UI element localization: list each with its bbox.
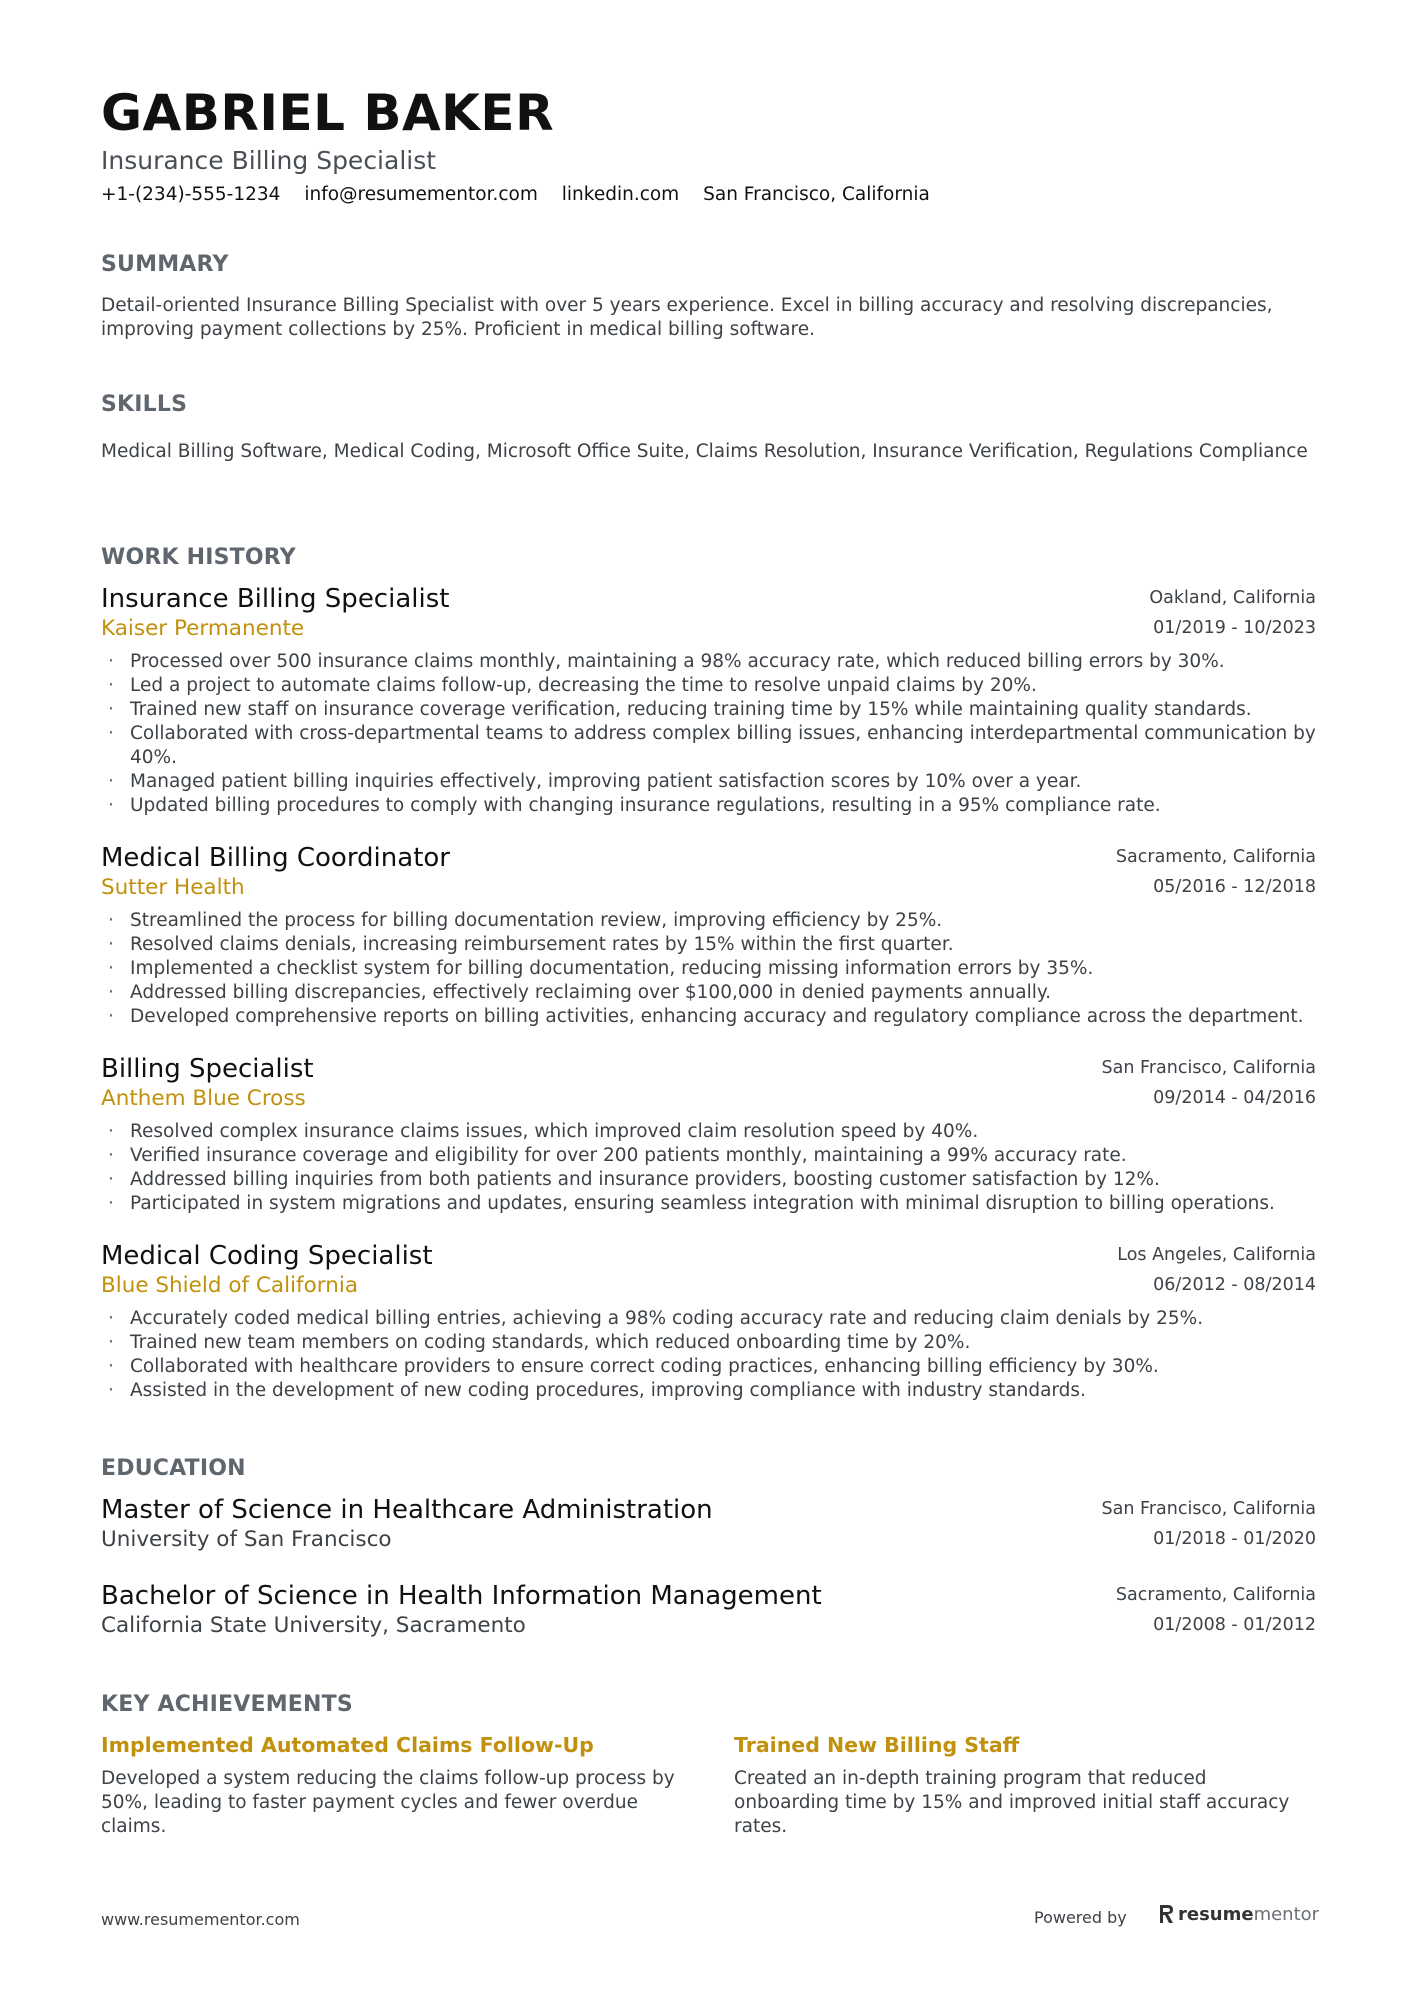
- job-bullet: · Trained new team members on coding standards, which reduced onboarding time by 20%.: [101, 1331, 1316, 1355]
- achievement-item: [101, 1733, 681, 1839]
- summary-text: Detail-oriented Insurance Billing Specialist with over 5 years experience. Excel in billing accuracy and resolving discrepancies, improving payment collections by 25%. Proficient in medical billing software.: [101, 295, 1273, 340]
- education-school: California State University, Sacramento: [101, 1613, 526, 1638]
- contact-line: [101, 184, 948, 205]
- achievement-title: Trained New Billing Staff: [734, 1733, 1020, 1757]
- education-location: San Francisco, California: [1101, 1499, 1316, 1519]
- job-title: Medical Coding Specialist: [101, 1241, 433, 1271]
- education-dates: 01/2008 - 01/2012: [1153, 1615, 1316, 1635]
- contact-location: San Francisco, California: [703, 184, 930, 205]
- job-bullets: [101, 650, 1316, 818]
- summary-heading: SUMMARY: [101, 252, 229, 277]
- job-location: Sacramento, California: [1115, 847, 1316, 867]
- candidate-title: Insurance Billing Specialist: [101, 146, 437, 175]
- footer-url[interactable]: www.resumementor.com: [101, 1910, 300, 1929]
- job-company: Kaiser Permanente: [101, 616, 305, 641]
- job-bullet: · Addressed billing discrepancies, effectively reclaiming over $100,000 in denied payments annually.: [101, 981, 1316, 1005]
- job-title: Medical Billing Coordinator: [101, 843, 450, 873]
- job-title: Billing Specialist: [101, 1054, 314, 1084]
- job-bullet: · Resolved complex insurance claims issues, which improved claim resolution speed by 40%.: [101, 1120, 1316, 1144]
- brand-name-bold: resume: [1178, 1903, 1254, 1925]
- education-school: University of San Francisco: [101, 1527, 392, 1552]
- job-bullet: · Addressed billing inquiries from both patients and insurance providers, boosting customer satisfaction by 12%.: [101, 1168, 1316, 1192]
- job-bullets: [101, 909, 1316, 1029]
- job-bullet: · Trained new staff on insurance coverage verification, reducing training time by 15% while maintaining quality standards.: [101, 698, 1316, 722]
- job-dates: 01/2019 - 10/2023: [1153, 618, 1316, 638]
- job-bullet: · Accurately coded medical billing entries, achieving a 98% coding accuracy rate and reducing claim denials by 25%.: [101, 1307, 1316, 1331]
- job-bullet: · Assisted in the development of new coding procedures, improving compliance with industry standards.: [101, 1379, 1316, 1403]
- job-dates: 05/2016 - 12/2018: [1153, 877, 1316, 897]
- education-location: Sacramento, California: [1115, 1585, 1316, 1605]
- skills-text: Medical Billing Software, Medical Coding, Microsoft Office Suite, Claims Resolution, Insurance Verification, Regulations Compliance: [101, 441, 1308, 462]
- achievement-description: Developed a system reducing the claims follow-up process by 50%, leading to faster payment cycles and fewer overdue claims.: [101, 1768, 675, 1837]
- job-bullet: · Verified insurance coverage and eligibility for over 200 patients monthly, maintaining a 99% accuracy rate.: [101, 1144, 1316, 1168]
- job-bullet: · Resolved claims denials, increasing reimbursement rates by 15% within the first quarter.: [101, 933, 1316, 957]
- contact-email[interactable]: info@resumementor.com: [304, 184, 538, 205]
- job-location: San Francisco, California: [1101, 1058, 1316, 1078]
- job-dates: 06/2012 - 08/2014: [1153, 1275, 1316, 1295]
- education-dates: 01/2018 - 01/2020: [1153, 1529, 1316, 1549]
- achievements-heading: KEY ACHIEVEMENTS: [101, 1692, 353, 1717]
- job-bullet: · Developed comprehensive reports on billing activities, enhancing accuracy and regulatory compliance across the department.: [101, 1005, 1316, 1029]
- candidate-name: GABRIEL BAKER: [101, 84, 555, 142]
- job-bullet: · Processed over 500 insurance claims monthly, maintaining a 98% accuracy rate, which reduced billing errors by 30%.: [101, 650, 1316, 674]
- powered-by-label: Powered by: [1034, 1908, 1127, 1927]
- brand-name-light: mentor: [1253, 1903, 1320, 1925]
- job-company: Blue Shield of California: [101, 1273, 358, 1298]
- job-bullet: · Collaborated with cross-departmental teams to address complex billing issues, enhancing interdepartmental communication by 40%.: [101, 722, 1316, 770]
- job-bullets: [101, 1120, 1316, 1216]
- achievement-description: Created an in-depth training program that reduced onboarding time by 15% and improved initial staff accuracy rates.: [734, 1768, 1290, 1837]
- job-bullet: · Participated in system migrations and updates, ensuring seamless integration with minimal disruption to billing operations.: [101, 1192, 1316, 1216]
- job-company: Anthem Blue Cross: [101, 1086, 306, 1111]
- job-bullet: · Managed patient billing inquiries effectively, improving patient satisfaction scores by 10% over a year.: [101, 770, 1316, 794]
- job-bullets: [101, 1307, 1316, 1403]
- job-location: Los Angeles, California: [1117, 1245, 1316, 1265]
- education-degree: Bachelor of Science in Health Information Management: [101, 1581, 822, 1611]
- job-bullet: · Led a project to automate claims follow-up, decreasing the time to resolve unpaid claims by 20%.: [101, 674, 1316, 698]
- achievement-title: Implemented Automated Claims Follow-Up: [101, 1733, 594, 1757]
- education-heading: EDUCATION: [101, 1456, 246, 1481]
- job-dates: 09/2014 - 04/2016: [1153, 1088, 1316, 1108]
- education-degree: Master of Science in Healthcare Administration: [101, 1495, 713, 1525]
- job-bullet: · Updated billing procedures to comply with changing insurance regulations, resulting in a 95% compliance rate.: [101, 794, 1316, 818]
- achievement-item: [734, 1733, 1314, 1839]
- resumementor-logo-icon: [1158, 1903, 1174, 1925]
- work-history-heading: WORK HISTORY: [101, 545, 296, 570]
- job-title: Insurance Billing Specialist: [101, 584, 450, 614]
- job-bullet: · Streamlined the process for billing documentation review, improving efficiency by 25%.: [101, 909, 1316, 933]
- brand-logo[interactable]: [1158, 1903, 1319, 1925]
- job-bullet: · Implemented a checklist system for billing documentation, reducing missing information errors by 35%.: [101, 957, 1316, 981]
- skills-heading: SKILLS: [101, 392, 188, 417]
- job-bullet: · Collaborated with healthcare providers to ensure correct coding practices, enhancing billing efficiency by 30%.: [101, 1355, 1316, 1379]
- job-company: Sutter Health: [101, 875, 245, 900]
- contact-phone[interactable]: +1-(234)-555-1234: [101, 184, 281, 205]
- job-location: Oakland, California: [1149, 588, 1316, 608]
- contact-linkedin[interactable]: linkedin.com: [561, 184, 680, 205]
